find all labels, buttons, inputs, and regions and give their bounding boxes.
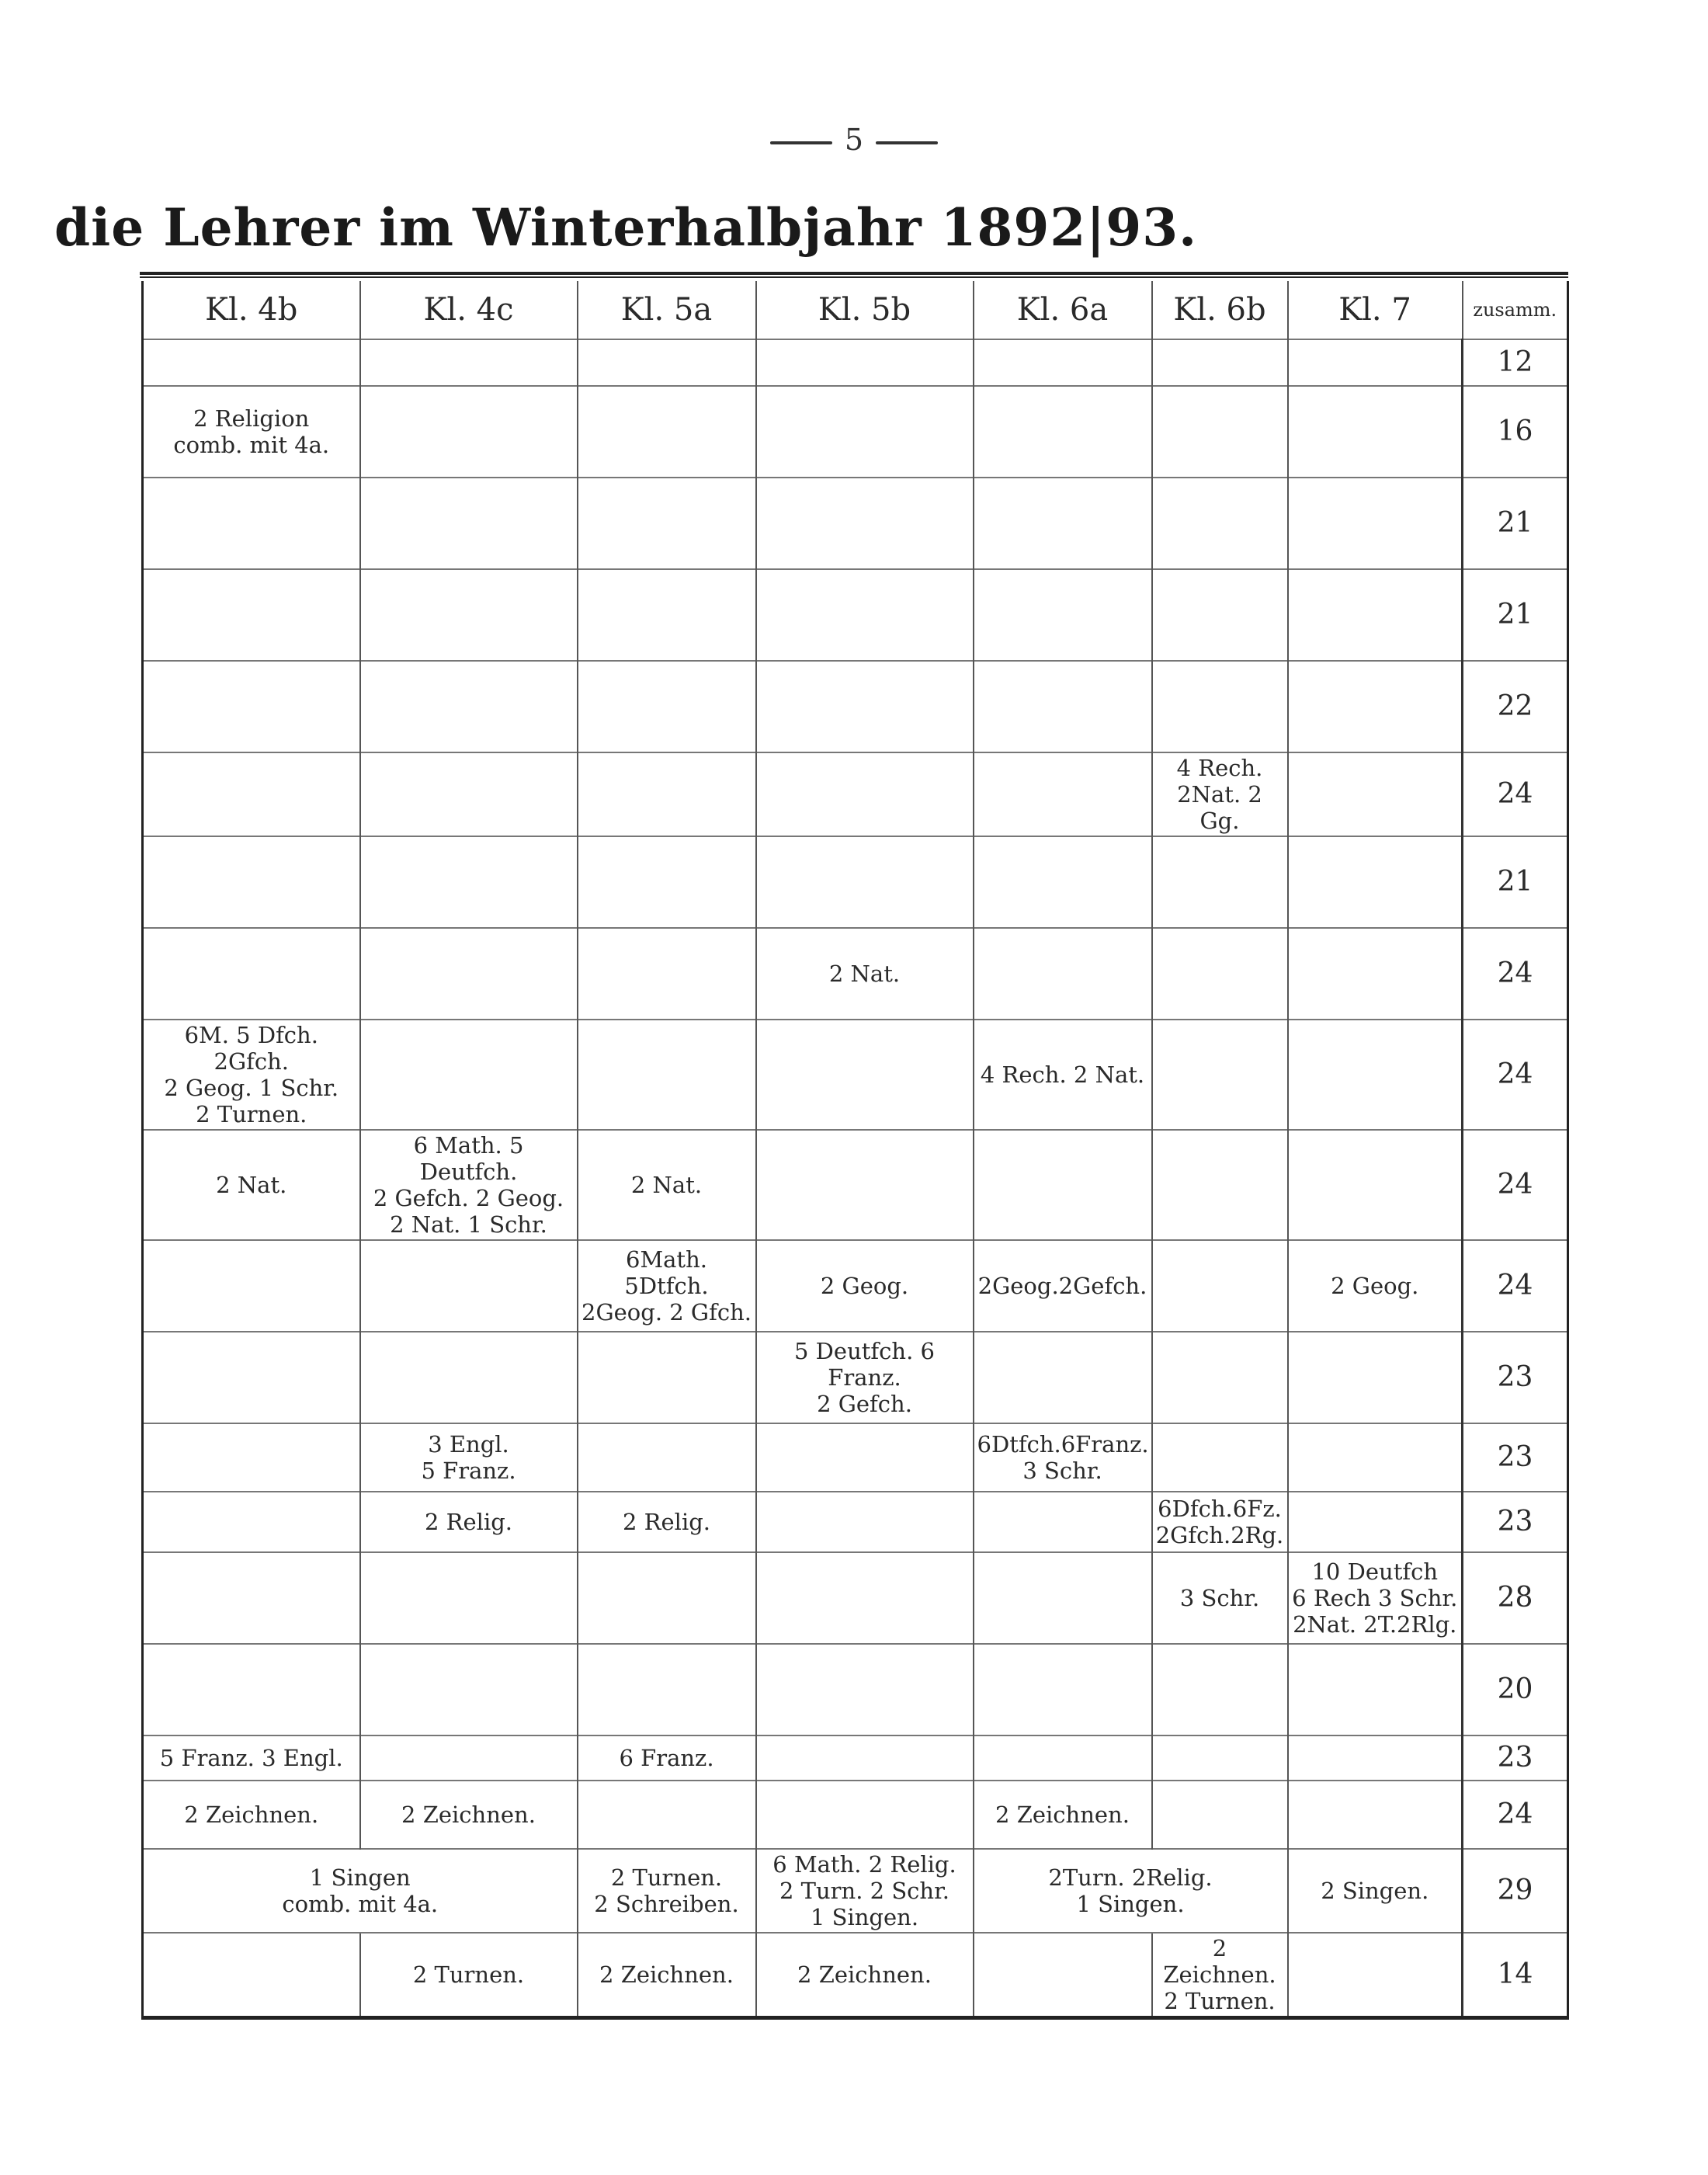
table-cell bbox=[756, 1020, 974, 1130]
table-cell bbox=[143, 339, 360, 386]
table-cell bbox=[1152, 1735, 1288, 1781]
table-row bbox=[143, 752, 1568, 836]
table-cell: 2 Relig. bbox=[578, 1492, 756, 1552]
table-cell bbox=[578, 1644, 756, 1735]
table-cell bbox=[360, 386, 578, 478]
table-cell: 5 Franz. 3 Engl. bbox=[143, 1735, 360, 1781]
table-row bbox=[143, 1933, 1568, 2018]
table-cell: 2 Singen. bbox=[1288, 1849, 1463, 1933]
table-cell bbox=[143, 569, 360, 661]
table-cell bbox=[1288, 1933, 1463, 2018]
table-cell bbox=[974, 1332, 1152, 1423]
table-cell bbox=[1288, 1130, 1463, 1240]
table-cell: 2 Nat. bbox=[578, 1130, 756, 1240]
table-cell bbox=[143, 752, 360, 836]
table-cell: 2 Zeichnen. bbox=[756, 1933, 974, 2018]
table-cell bbox=[756, 1130, 974, 1240]
total-cell: 23 bbox=[1463, 1423, 1568, 1492]
table-cell bbox=[1288, 339, 1463, 386]
table-row bbox=[143, 1240, 1568, 1332]
table-cell bbox=[974, 1644, 1152, 1735]
table-cell: 6Math. 5Dtfch. 2Geog. 2 Gfch. bbox=[578, 1240, 756, 1332]
total-cell: 12 bbox=[1463, 339, 1568, 386]
table-cell bbox=[1288, 928, 1463, 1020]
table-cell bbox=[1288, 1781, 1463, 1849]
table-cell: 2 Zeichnen. 2 Turnen. bbox=[1152, 1933, 1288, 2018]
table-cell bbox=[143, 1552, 360, 1644]
table-cell bbox=[974, 836, 1152, 928]
column-header: Kl. 4b bbox=[143, 281, 360, 339]
table-cell bbox=[1152, 1423, 1288, 1492]
header-row bbox=[143, 281, 1568, 339]
table-cell bbox=[1288, 1644, 1463, 1735]
table-cell: 2 Zeichnen. bbox=[360, 1781, 578, 1849]
table-cell: 2Turn. 2Relig. 1 Singen. bbox=[974, 1849, 1288, 1933]
table-cell: 2 Turnen. bbox=[360, 1933, 578, 2018]
column-header: Kl. 6a bbox=[974, 281, 1152, 339]
table-cell bbox=[756, 752, 974, 836]
table-cell bbox=[756, 661, 974, 752]
table-cell bbox=[1152, 386, 1288, 478]
column-header: Kl. 6b bbox=[1152, 281, 1288, 339]
table-cell bbox=[756, 836, 974, 928]
table-cell bbox=[756, 1492, 974, 1552]
table-cell bbox=[360, 836, 578, 928]
table-row bbox=[143, 1552, 1568, 1644]
page-number-value: 5 bbox=[844, 123, 864, 157]
table-cell bbox=[578, 478, 756, 569]
table-cell bbox=[974, 478, 1152, 569]
table-row bbox=[143, 1644, 1568, 1735]
table-cell bbox=[756, 1552, 974, 1644]
table-cell bbox=[1152, 1332, 1288, 1423]
table-cell bbox=[1152, 339, 1288, 386]
table-cell: 2Geog.2Gefch. bbox=[974, 1240, 1152, 1332]
table-cell bbox=[578, 386, 756, 478]
table-cell: 6Dtfch.6Franz. 3 Schr. bbox=[974, 1423, 1152, 1492]
table-cell bbox=[1152, 1781, 1288, 1849]
table-cell bbox=[360, 1020, 578, 1130]
total-cell: 24 bbox=[1463, 752, 1568, 836]
table-cell bbox=[143, 1644, 360, 1735]
table-cell bbox=[1288, 1735, 1463, 1781]
table-cell bbox=[756, 386, 974, 478]
page-number bbox=[745, 116, 963, 163]
table-cell: 2 Zeichnen. bbox=[143, 1781, 360, 1849]
table-cell bbox=[360, 1240, 578, 1332]
total-cell: 24 bbox=[1463, 1020, 1568, 1130]
table-cell: 2 Turnen. 2 Schreiben. bbox=[578, 1849, 756, 1933]
table-cell bbox=[578, 836, 756, 928]
table-cell: 2 Geog. bbox=[756, 1240, 974, 1332]
table-cell bbox=[1152, 836, 1288, 928]
table-cell bbox=[578, 1020, 756, 1130]
table-cell bbox=[578, 1781, 756, 1849]
table-cell bbox=[578, 661, 756, 752]
table-cell bbox=[974, 1933, 1152, 2018]
total-cell: 29 bbox=[1463, 1849, 1568, 1933]
table-cell bbox=[1152, 661, 1288, 752]
column-header: Kl. 5b bbox=[756, 281, 974, 339]
table-row bbox=[143, 1492, 1568, 1552]
table-cell bbox=[1152, 1020, 1288, 1130]
total-cell: 28 bbox=[1463, 1552, 1568, 1644]
table-cell bbox=[360, 339, 578, 386]
table-cell bbox=[1288, 1423, 1463, 1492]
table-cell: 2 Religion comb. mit 4a. bbox=[143, 386, 360, 478]
table-cell bbox=[1288, 386, 1463, 478]
table-row bbox=[143, 1332, 1568, 1423]
total-cell: 14 bbox=[1463, 1933, 1568, 2018]
table-cell bbox=[756, 1423, 974, 1492]
table-cell bbox=[1288, 1332, 1463, 1423]
table-cell bbox=[143, 1332, 360, 1423]
table-cell bbox=[974, 661, 1152, 752]
table-cell bbox=[143, 661, 360, 752]
table-cell: 6Dfch.6Fz. 2Gfch.2Rg. bbox=[1152, 1492, 1288, 1552]
table-top-rule bbox=[140, 272, 1568, 278]
table-cell: 2 Nat. bbox=[756, 928, 974, 1020]
table-cell: 5 Deutfch. 6 Franz. 2 Gefch. bbox=[756, 1332, 974, 1423]
teacher-schedule-table bbox=[141, 281, 1569, 2020]
table-cell bbox=[1152, 478, 1288, 569]
table-cell bbox=[1288, 478, 1463, 569]
table-cell bbox=[578, 1332, 756, 1423]
table-cell bbox=[974, 1130, 1152, 1240]
column-header: Kl. 4c bbox=[360, 281, 578, 339]
table-cell: 6 Math. 2 Relig. 2 Turn. 2 Schr. 1 Singen. bbox=[756, 1849, 974, 1933]
page-heading: die Lehrer im Winterhalbjahr 1892|93. bbox=[54, 197, 1198, 258]
table-cell bbox=[143, 1423, 360, 1492]
table-cell bbox=[143, 1933, 360, 2018]
table-cell bbox=[1152, 928, 1288, 1020]
table-cell bbox=[1288, 752, 1463, 836]
table-cell bbox=[578, 752, 756, 836]
table-cell bbox=[756, 1735, 974, 1781]
table-cell bbox=[1152, 1644, 1288, 1735]
ornament-left bbox=[770, 141, 832, 144]
table-row bbox=[143, 478, 1568, 569]
total-cell: 23 bbox=[1463, 1492, 1568, 1552]
table-cell bbox=[756, 339, 974, 386]
column-header: Kl. 5a bbox=[578, 281, 756, 339]
table-row bbox=[143, 661, 1568, 752]
table-row bbox=[143, 1423, 1568, 1492]
table-cell bbox=[1288, 836, 1463, 928]
total-cell: 24 bbox=[1463, 1130, 1568, 1240]
table-cell: 10 Deutfch 6 Rech 3 Schr. 2Nat. 2T.2Rlg. bbox=[1288, 1552, 1463, 1644]
table-row bbox=[143, 836, 1568, 928]
table-cell: 6 Franz. bbox=[578, 1735, 756, 1781]
ornament-right bbox=[876, 141, 938, 144]
table-cell: 4 Rech. 2 Nat. bbox=[974, 1020, 1152, 1130]
table-cell: 2 Geog. bbox=[1288, 1240, 1463, 1332]
total-cell: 24 bbox=[1463, 1781, 1568, 1849]
total-cell: 24 bbox=[1463, 928, 1568, 1020]
table-row bbox=[143, 569, 1568, 661]
table-cell bbox=[360, 1552, 578, 1644]
table-cell bbox=[756, 478, 974, 569]
column-header: Kl. 7 bbox=[1288, 281, 1463, 339]
table-cell: 2 Zeichnen. bbox=[578, 1933, 756, 2018]
total-cell: 20 bbox=[1463, 1644, 1568, 1735]
table-cell bbox=[360, 752, 578, 836]
total-cell: 21 bbox=[1463, 836, 1568, 928]
table-cell bbox=[143, 1492, 360, 1552]
table-cell bbox=[974, 569, 1152, 661]
table-cell bbox=[974, 339, 1152, 386]
table-cell bbox=[143, 478, 360, 569]
table-row bbox=[143, 928, 1568, 1020]
table-cell bbox=[1288, 661, 1463, 752]
table-cell bbox=[1152, 1130, 1288, 1240]
table-cell bbox=[143, 1240, 360, 1332]
table-cell bbox=[1152, 569, 1288, 661]
total-cell: 23 bbox=[1463, 1735, 1568, 1781]
total-cell: 23 bbox=[1463, 1332, 1568, 1423]
table-cell: 3 Engl. 5 Franz. bbox=[360, 1423, 578, 1492]
total-cell: 16 bbox=[1463, 386, 1568, 478]
column-header-total: zusamm. bbox=[1463, 281, 1568, 339]
table-cell: 1 Singen comb. mit 4a. bbox=[143, 1849, 578, 1933]
table-cell: 2 Relig. bbox=[360, 1492, 578, 1552]
table-cell bbox=[578, 928, 756, 1020]
table-cell bbox=[143, 836, 360, 928]
table-cell bbox=[360, 1735, 578, 1781]
table-cell: 4 Rech. 2Nat. 2 Gg. bbox=[1152, 752, 1288, 836]
table-row bbox=[143, 1735, 1568, 1781]
table-row bbox=[143, 1130, 1568, 1240]
table-cell bbox=[1288, 1020, 1463, 1130]
table-cell bbox=[578, 1552, 756, 1644]
table-cell: 2 Nat. bbox=[143, 1130, 360, 1240]
table-row bbox=[143, 1020, 1568, 1130]
table-cell bbox=[143, 928, 360, 1020]
table-cell bbox=[756, 1644, 974, 1735]
table-row bbox=[143, 386, 1568, 478]
table-cell bbox=[756, 1781, 974, 1849]
table-cell bbox=[974, 752, 1152, 836]
table-row bbox=[143, 1849, 1568, 1933]
table-row bbox=[143, 339, 1568, 386]
table-cell bbox=[360, 661, 578, 752]
table-cell bbox=[578, 569, 756, 661]
table-cell bbox=[360, 478, 578, 569]
table-cell: 6 Math. 5 Deutfch. 2 Gefch. 2 Geog. 2 Nat. 1 Schr. bbox=[360, 1130, 578, 1240]
table-cell bbox=[360, 928, 578, 1020]
table-row bbox=[143, 1781, 1568, 1849]
table-cell bbox=[578, 1423, 756, 1492]
table-cell bbox=[974, 928, 1152, 1020]
table-cell: 3 Schr. bbox=[1152, 1552, 1288, 1644]
table-cell bbox=[1288, 569, 1463, 661]
total-cell: 22 bbox=[1463, 661, 1568, 752]
table-cell bbox=[360, 569, 578, 661]
total-cell: 21 bbox=[1463, 478, 1568, 569]
table-cell bbox=[360, 1644, 578, 1735]
total-cell: 24 bbox=[1463, 1240, 1568, 1332]
table-cell bbox=[974, 1492, 1152, 1552]
table-cell: 6M. 5 Dfch. 2Gfch. 2 Geog. 1 Schr. 2 Turnen. bbox=[143, 1020, 360, 1130]
table-cell bbox=[974, 1552, 1152, 1644]
table-cell: 2 Zeichnen. bbox=[974, 1781, 1152, 1849]
total-cell: 21 bbox=[1463, 569, 1568, 661]
table-cell bbox=[974, 1735, 1152, 1781]
table-cell bbox=[1288, 1492, 1463, 1552]
table-cell bbox=[756, 569, 974, 661]
table-cell bbox=[360, 1332, 578, 1423]
table-cell bbox=[1152, 1240, 1288, 1332]
table-cell bbox=[578, 339, 756, 386]
table-cell bbox=[974, 386, 1152, 478]
